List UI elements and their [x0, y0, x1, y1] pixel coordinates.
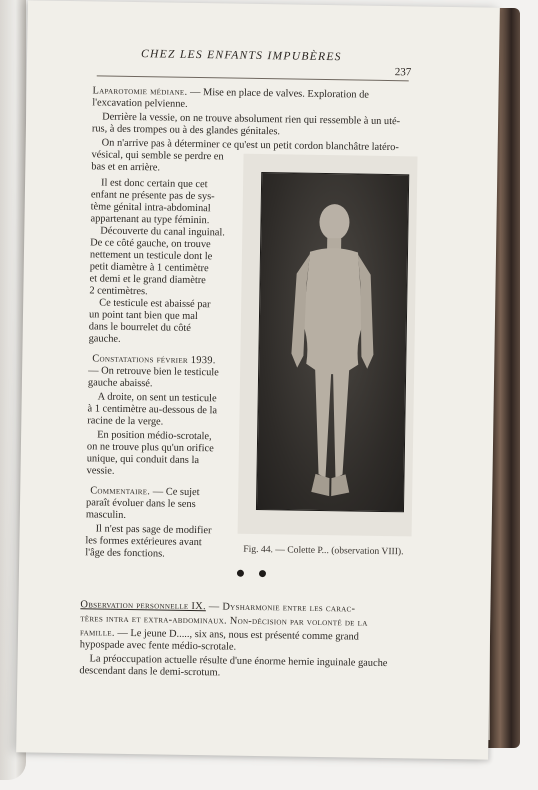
constatations-line: — On retrouve bien le testicule	[88, 365, 219, 379]
intro-line: bas et en arrière.	[91, 161, 161, 174]
constatations-line: unique, qui conduit dans la	[86, 453, 200, 467]
left-column-line: un point tant bien que mal	[88, 309, 198, 323]
left-column-line: enfant ne présente pas de sys-	[90, 189, 215, 203]
commentaire-line: paraît évoluer dans le sens	[85, 497, 196, 511]
figure-photograph	[256, 172, 409, 512]
left-column-line: et demi et le grand diamètre	[89, 273, 206, 287]
intro-lead: Laparotomie médiane.	[92, 85, 188, 98]
intro-line: Derrière la vessie, on ne trouve absolument rien qui ressemble à un uté-	[102, 111, 401, 128]
intro-line: rus, à des trompes ou à des glandes génitales.	[91, 123, 281, 138]
observation-title: Observation personnelle IX.	[80, 599, 206, 613]
left-column-line: Ce testicule est abaissé par	[99, 297, 211, 311]
observation-line: tères intra et extra-abdominaux. Non-décision par volonté de la	[80, 613, 368, 629]
constatations-line: gauche abaissé.	[87, 377, 153, 390]
intro-line: l'excavation pelvienne.	[92, 97, 188, 110]
intro-rest: — Mise en place de valves. Exploration de	[187, 86, 370, 101]
child-figure-silhouette	[257, 173, 408, 511]
intro-line: vésical, qui semble se perdre en	[91, 149, 224, 163]
commentaire-line: Il n'est pas sage de modifier	[95, 523, 212, 537]
commentaire-line: les formes extérieures avant	[85, 535, 202, 549]
left-column-line: tème génital intra-abdominal	[90, 201, 211, 215]
section-ornament	[259, 570, 266, 577]
left-column-line: Découverte du canal inguinal.	[100, 225, 226, 239]
left-column-line: petit diamètre à 1 centimètre	[89, 261, 209, 275]
commentaire-line: masculin.	[85, 509, 127, 521]
figure-caption: Fig. 44. — Colette P... (observation VIII).	[243, 543, 404, 558]
commentaire-rest: — Ce sujet	[150, 486, 200, 499]
observation-line: La préoccupation actuelle résulte d'une énorme hernie inguinale gauche	[89, 653, 388, 670]
constatations-heading: Constatations février 1939.	[92, 353, 216, 367]
left-column-line: dans le bourrelet du côté	[88, 321, 192, 334]
header-rule	[97, 75, 409, 81]
observation-famille: famille.	[79, 627, 115, 639]
constatations-line: En position médio-scrotale,	[97, 429, 212, 443]
constatations-line: A droite, on sent un testicule	[97, 391, 217, 405]
constatations-line: vessie.	[86, 465, 115, 477]
book-page	[16, 0, 500, 759]
left-column-line: Il est donc certain que cet	[100, 177, 208, 191]
observation-rest: — Le jeune D....., six ans, nous est présenté comme grand	[114, 627, 359, 643]
constatations-line: on ne trouve plus qu'un orifice	[86, 441, 214, 455]
left-column-line: De ce côté gauche, on trouve	[90, 237, 211, 251]
observation-line: hypospade avec fente médio-scrotale.	[79, 639, 237, 653]
observation-line: descendant dans le demi-scrotum.	[79, 665, 221, 679]
running-head: CHEZ LES ENFANTS IMPUBÈRES	[141, 48, 342, 64]
section-ornament	[237, 570, 244, 577]
left-column-line: appartenant au type féminin.	[90, 213, 210, 227]
observation-title-rest: — Dysharmonie entre les carac-	[205, 601, 356, 615]
constatations-line: à 1 centimètre au-dessous de la	[87, 403, 218, 417]
commentaire-heading: Commentaire.	[90, 485, 151, 498]
intro-line: On n'arrive pas à déterminer ce qu'est un petit cordon blanchâtre latéro-	[101, 137, 399, 154]
constatations-line: racine de la verge.	[87, 415, 164, 428]
left-column-line: 2 centimètres.	[89, 285, 148, 298]
commentaire-line: l'âge des fonctions.	[85, 547, 165, 560]
page-number: 237	[394, 66, 412, 79]
left-column-line: gauche.	[88, 333, 121, 345]
left-column-line: nettement un testicule dont le	[89, 249, 213, 263]
